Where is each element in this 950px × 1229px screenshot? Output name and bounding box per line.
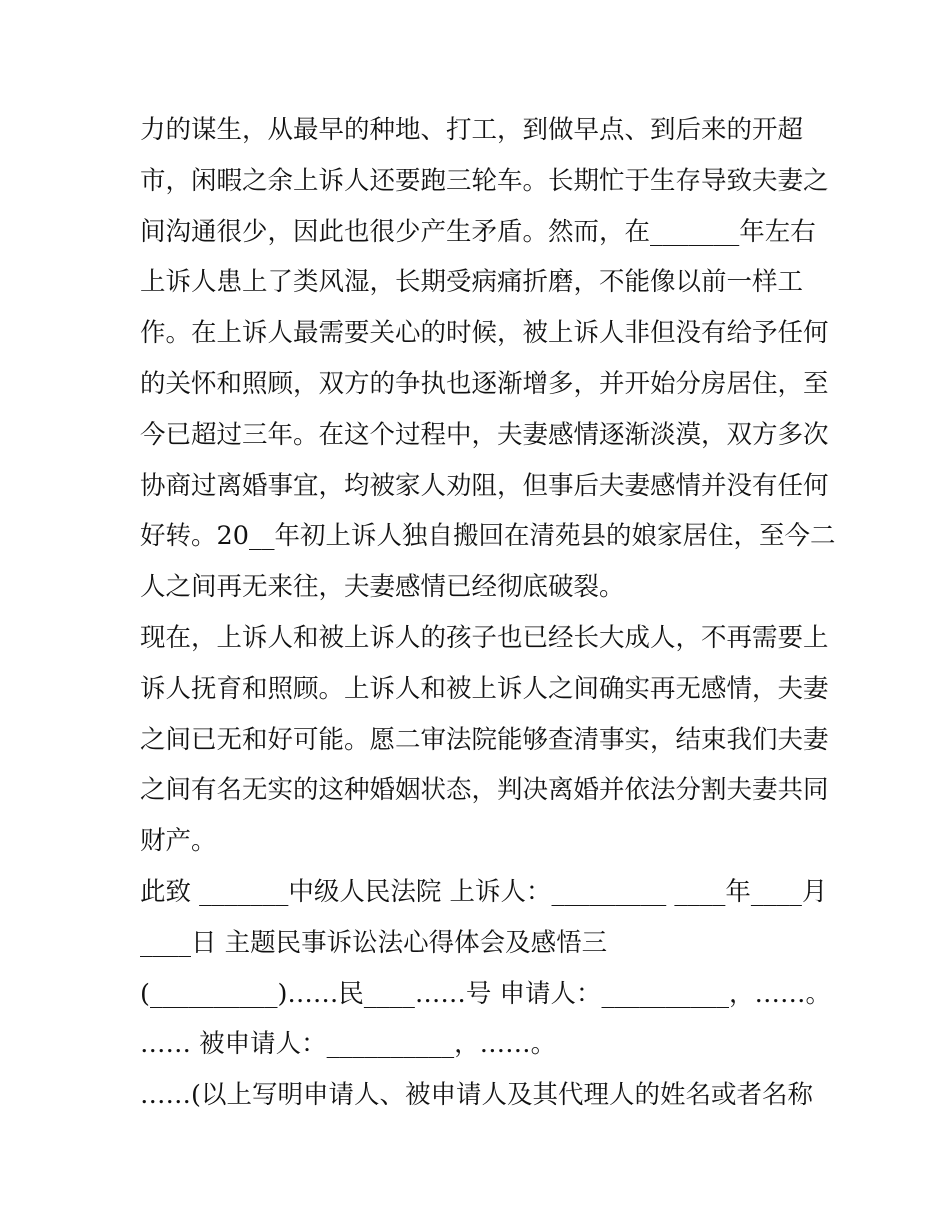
text-line: 上诉人患上了类风湿，长期受病痛折磨，不能像以前一样工 — [140, 267, 804, 298]
text-line: 人之间再无来往，夫妻感情已经彻底破裂。 — [140, 572, 625, 603]
document-body — [140, 105, 836, 1121]
text-line: 作。在上诉人最需要关心的时候，被上诉人非但没有给予任何 — [140, 318, 829, 349]
text-line: 间沟通很少，因此也很少产生矛盾。然而，在_______年左右 — [140, 216, 816, 247]
text-line: 协商过离婚事宜，均被家人劝阻，但事后夫妻感情并没有任何 — [140, 470, 829, 501]
text-line: …… 被申请人：__________，……。 — [140, 1029, 557, 1060]
text-line: 财产。 — [140, 826, 217, 857]
text-line: 之间已无和好可能。愿二审法院能够查清事实，结束我们夫妻 — [140, 724, 829, 755]
text-line: 现在，上诉人和被上诉人的孩子也已经长大成人，不再需要上 — [140, 622, 829, 653]
text-line: ____日 主题民事诉讼法心得体会及感悟三 — [140, 927, 608, 958]
text-line: ……(以上写明申请人、被申请人及其代理人的姓名或者名称 — [140, 1080, 813, 1111]
text-line: 此致 _______中级人民法院 上诉人：_________ ____年____月 — [140, 876, 828, 907]
text-line: 力的谋生，从最早的种地、打工，到做早点、到后来的开超 — [140, 115, 804, 145]
text-line: 今已超过三年。在这个过程中，夫妻感情逐渐淡漠，双方多次 — [140, 419, 829, 450]
text-line: 的关怀和照顾，双方的争执也逐渐增多，并开始分房居住，至 — [140, 368, 829, 399]
text-line: (__________)……民____……号 申请人：__________，……。 — [140, 978, 832, 1009]
text-line: 好转。20__年初上诉人独自搬回在清苑县的娘家居住，至今二 — [140, 521, 836, 552]
text-line: 市，闲暇之余上诉人还要跑三轮车。长期忙于生存导致夫妻之 — [140, 165, 829, 196]
text-line: 诉人抚育和照顾。上诉人和被上诉人之间确实再无感情，夫妻 — [140, 673, 829, 704]
text-line: 之间有名无实的这种婚姻状态，判决离婚并依法分割夫妻共同 — [140, 775, 829, 806]
